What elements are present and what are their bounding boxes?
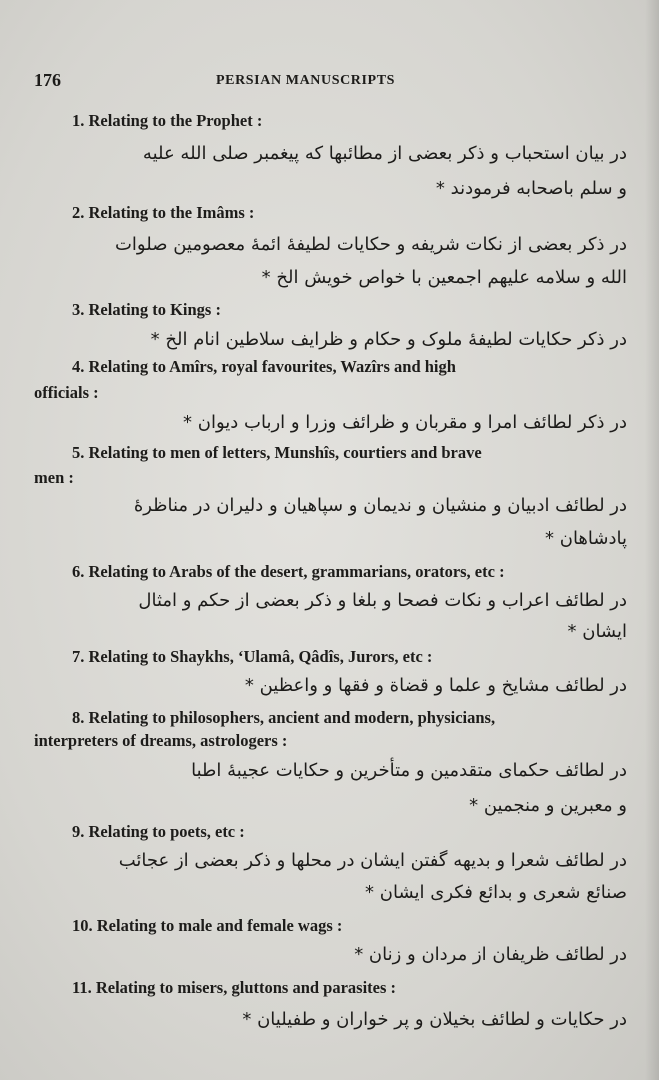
section-7-persian-line-1: در لطائف مشایخ و علما و قضاة و فقها و واعظین *: [244, 675, 627, 696]
section-8-heading-line-2: interpreters of dreams, astrologers :: [34, 731, 288, 750]
section-3-heading: 3. Relating to Kings :: [72, 300, 221, 319]
section-10-heading: 10. Relating to male and female wags :: [72, 916, 343, 935]
section-5-heading-line-1: 5. Relating to men of letters, Munshîs, courtiers and brave: [72, 443, 482, 462]
section-8-persian-line-2: و معبرین و منجمین *: [469, 795, 627, 816]
section-6-heading: 6. Relating to Arabs of the desert, grammarians, orators, etc :: [72, 562, 505, 581]
page-number: 176: [34, 70, 61, 90]
section-5-persian-line-1: در لطائف ادبیان و منشیان و ندیمان و سپاهیان و دلیران در مناظرهٔ: [133, 495, 627, 516]
section-9-persian-line-2: صنائع شعری و بدائع فکری ایشان *: [365, 882, 627, 903]
section-5-persian-line-2: پادشاهان *: [545, 528, 627, 549]
page-edge-shadow: [645, 0, 659, 1080]
section-4-heading-line-2: officials :: [34, 383, 99, 402]
section-4-persian-line-1: در ذکر لطائف امرا و مقربان و ظرائف وزرا و ارباب دیوان *: [183, 412, 627, 433]
section-4-heading-line-1: 4. Relating to Amîrs, royal favourites, Wazîrs and high: [72, 357, 456, 376]
section-8-persian-line-1: در لطائف حکمای متقدمین و متأخرین و حکایات عجیبهٔ اطبا: [191, 760, 627, 781]
page-header: [34, 70, 624, 94]
section-2-heading: 2. Relating to the Imâms :: [72, 203, 255, 222]
section-10-persian-line-1: در لطائف ظریفان از مردان و زنان *: [354, 944, 627, 965]
running-title: PERSIAN MANUSCRIPTS: [216, 73, 396, 88]
section-9-persian-line-1: در لطائف شعرا و بدیهه گفتن ایشان در محلها و ذکر بعضی از عجائب: [118, 850, 627, 871]
section-1-persian-line-1: در بیان استحباب و ذکر بعضی از مطائبها که پیغمبر صلی الله علیه: [142, 143, 627, 164]
section-9-heading: 9. Relating to poets, etc :: [72, 822, 245, 841]
bleed-through-text: [330, 52, 390, 60]
section-7-heading: 7. Relating to Shaykhs, ‘Ulamâ, Qâdîs, Jurors, etc :: [72, 647, 433, 666]
section-3-persian-line-1: در ذکر حکایات لطیفهٔ ملوک و حکام و ظرایف سلاطین انام الخ *: [150, 329, 627, 350]
section-11-heading: 11. Relating to misers, gluttons and parasites :: [72, 978, 397, 997]
section-6-persian-line-1: در لطائف اعراب و نکات فصحا و بلغا و ذکر بعضی از حکم و امثال: [138, 590, 627, 611]
section-5-heading-line-2: men :: [34, 468, 74, 487]
section-8-heading-line-1: 8. Relating to philosophers, ancient and modern, physicians,: [72, 708, 496, 727]
section-6-persian-line-2: ایشان *: [567, 621, 627, 642]
section-1-persian-line-2: و سلم باصحابه فرمودند *: [435, 178, 627, 199]
section-1-heading: 1. Relating to the Prophet :: [72, 111, 263, 130]
section-11-persian-line-1: در حکایات و لطائف بخیلان و پر خواران و طفیلیان *: [242, 1009, 627, 1030]
section-2-persian-line-1: در ذکر بعضی از نکات شریفه و حکایات لطیفهٔ ائمهٔ معصومین صلوات: [114, 234, 627, 255]
section-2-persian-line-2: الله و سلامه علیهم اجمعین با خواص خویش الخ *: [261, 267, 627, 288]
